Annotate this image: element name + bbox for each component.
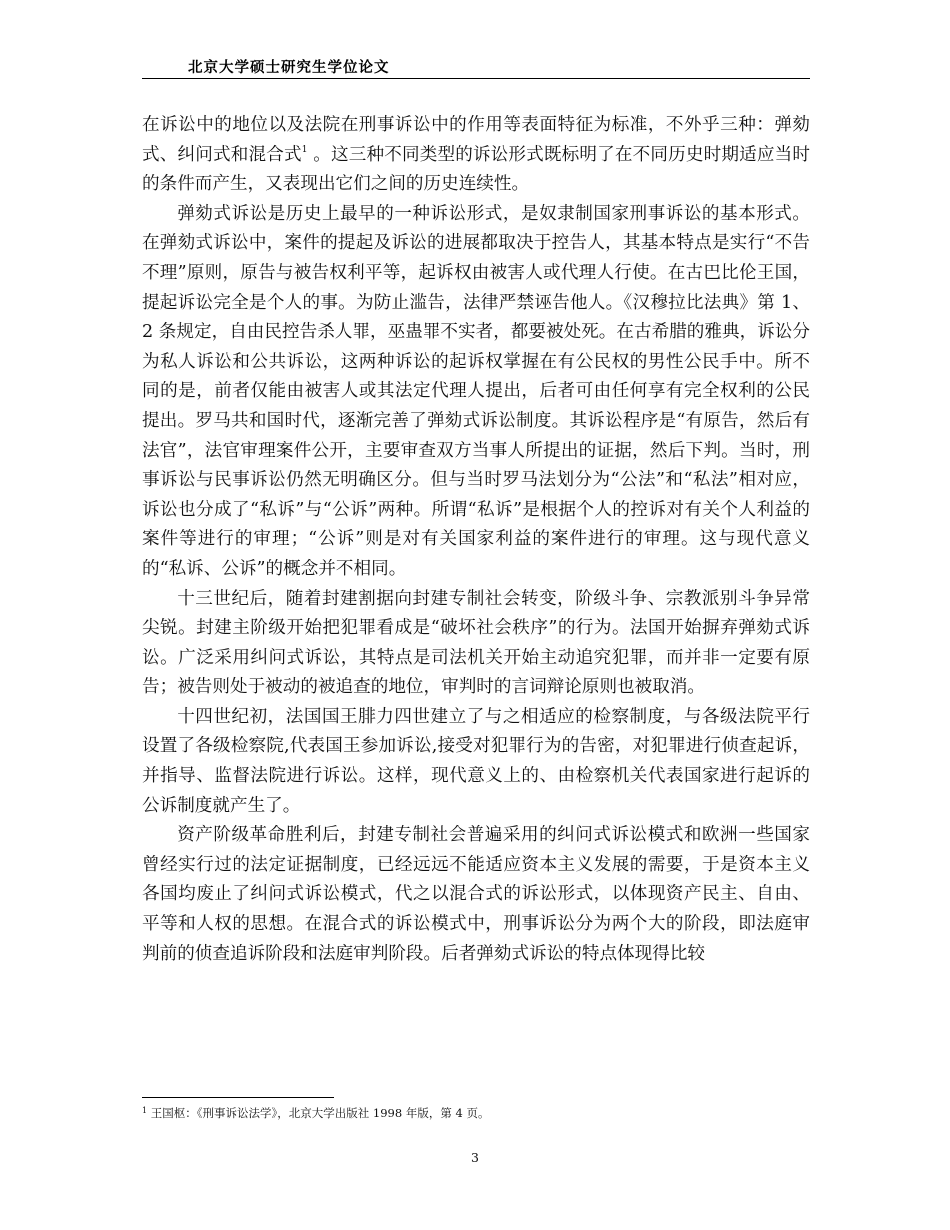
footnote-marker: 1 xyxy=(142,1106,148,1115)
footnote-divider xyxy=(142,1097,334,1098)
thesis-header-title: 北京大学硕士研究生学位论文 xyxy=(188,60,390,76)
page-number: 3 xyxy=(471,1150,479,1165)
paragraph-bourgeois-revolution: 资产阶级革命胜利后，封建专制社会普遍采用的纠问式诉讼模式和欧洲一些国家曾经实行过的法定证据制度，已经远远不能适应资本主义发展的需要，于是资本主义各国均废止了纠问式诉讼模式，代之以混合式的诉讼形式，以体现资产民主、自由、平等和人权的思想。在混合式的诉讼模式中，刑事诉讼分为两个大的阶段，即法庭审判前的侦查追诉阶段和法庭审判阶段。后者弹劾式诉讼的特点体现得比较 xyxy=(142,825,810,964)
footnote-text: 王国枢：《刑事诉讼法学》，北京大学出版社 1998 年版，第 4 页。 xyxy=(147,1106,490,1120)
body-text xyxy=(142,111,810,969)
footnote xyxy=(142,1105,810,1121)
paragraph-thirteenth-century: 十三世纪后，随着封建割据向封建专制社会转变，阶级斗争、宗教派别斗争异常尖锐。封建主阶级开始把犯罪看成是“破坏社会秩序”的行为。法国开始摒弃弹劾式诉讼。广泛采用纠问式诉讼，其特点是司法机关开始主动追究犯罪，而并非一定要有原告；被告则处于被动的被追查的地位，审判时的言词辩论原则也被取消。 xyxy=(142,588,810,698)
paragraph-fourteenth-century: 十四世纪初，法国国王腓力四世建立了与之相适应的检察制度，与各级法院平行设置了各级检察院,代表国王参加诉讼,接受对犯罪行为的告密，对犯罪进行侦查起诉，并指导、监督法院进行诉讼。这样，现代意义上的、由检察机关代表国家进行起诉的公诉制度就产生了。 xyxy=(142,706,810,816)
footnote-reference[interactable]: 1 xyxy=(301,144,308,155)
paragraph-impeachment-system: 弹劾式诉讼是历史上最早的一种诉讼形式，是奴隶制国家刑事诉讼的基本形式。在弹劾式诉讼中，案件的提起及诉讼的进展都取决于控告人，其基本特点是实行“不告不理”原则，原告与被告权利平等，起诉权由被害人或代理人行使。在古巴比伦王国，提起诉讼完全是个人的事。为防止滥告，法律严禁诬告他人。《汉穆拉比法典》第 1、2 条规定，自由民控告杀人罪，巫蛊罪不实者，都要被处死。在古希腊的雅典，诉讼分为私人诉讼和公共诉讼，这两种诉讼的起诉权掌握在有公民权的男性公民手中。所不同的是，前者仅能由被害人或其法定代理人提出，后者可由任何享有完全权利的公民提出。罗马共和国时代，逐渐完善了弹劾式诉讼制度。其诉讼程序是“有原告，然后有法官”，法官审理案件公开，主要审查双方当事人所提出的证据，然后下判。当时，刑事诉讼与民事诉讼仍然无明确区分。但与当时罗马法划分为“公法”和“私法”相对应，诉讼也分成了“私诉”与“公诉”两种。所谓“私诉”是根据个人的控诉对有关个人利益的案件等进行的审理；“公诉”则是对有关国家利益的案件进行的审理。这与现代意义的“私诉、公诉”的概念并不相同。 xyxy=(142,203,810,579)
paragraph-text: 在诉讼中的地位以及法院在刑事诉讼中的作用等表面特征为标准，不外乎三种：弹劾式、纠问式和混合式 xyxy=(142,115,810,165)
paragraph-continuation xyxy=(142,111,810,200)
paragraph-text: 。这三种不同类型的诉讼形式既标明了在不同历史时期适应当时的条件而产生，又表现出它们之间的历史连续性。 xyxy=(142,144,810,195)
running-header xyxy=(142,52,810,79)
